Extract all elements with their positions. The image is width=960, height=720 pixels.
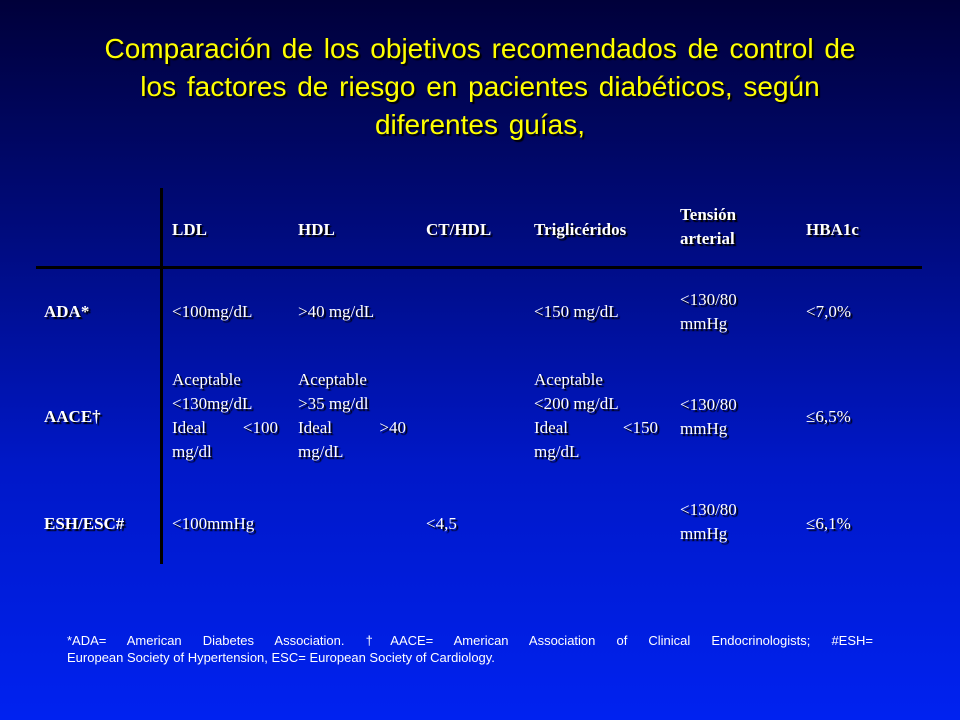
aace-hdl-line-4: mg/dL (298, 442, 344, 461)
header-tension-line-1: Tensión (680, 205, 737, 224)
aace-ldl-line-3 (172, 416, 278, 440)
aace-tension (680, 393, 737, 441)
aace-trig-ideal-value: <150 (622, 418, 658, 437)
title-line-1: Comparación de los objetivos recomendados de control de (104, 33, 856, 64)
header-trigliceridos: Triglicéridos (534, 220, 627, 239)
ada-tension-line-1: <130/80 (680, 290, 737, 309)
aace-ldl-ideal: Ideal (172, 418, 206, 437)
esh-tension (680, 498, 737, 546)
row-label-aace: AACE† (44, 407, 101, 426)
aace-hdl-ideal-value: >40 (379, 418, 406, 437)
header-ct-hdl: CT/HDL (426, 220, 492, 239)
table-header-divider (36, 266, 922, 269)
aace-ldl-ideal-value: <100 (242, 418, 278, 437)
slide-title (40, 30, 920, 144)
aace-trig-ideal: Ideal (534, 418, 568, 437)
aace-ldl (172, 368, 278, 464)
aace-tension-line-2: mmHg (680, 419, 728, 438)
ada-trigliceridos: <150 mg/dL (534, 302, 619, 321)
aace-ldl-line-2: <130mg/dL (172, 394, 253, 413)
ada-tension-line-2: mmHg (680, 314, 728, 333)
aace-hdl-ideal: Ideal (298, 418, 332, 437)
header-hdl: HDL (298, 220, 335, 239)
esh-ct-hdl: <4,5 (426, 514, 457, 533)
title-line-3: diferentes guías, (374, 109, 586, 140)
esh-tension-line-2: mmHg (680, 524, 728, 543)
esh-hba1c: ≤6,1% (806, 514, 851, 533)
aace-ldl-line-4: mg/dl (172, 442, 212, 461)
header-hba1c: HBA1c (806, 220, 859, 239)
ada-hba1c: <7,0% (806, 302, 851, 321)
header-ldl: LDL (172, 220, 207, 239)
esh-ldl: <100mmHg (172, 514, 255, 533)
aace-trig-line-2: <200 mg/dL (534, 394, 619, 413)
row-label-ada: ADA* (44, 302, 90, 321)
footnote-line-1: *ADA= American Diabetes Association. †AACE= American Association of Clinical Endocrinologists; #ESH= (67, 633, 873, 648)
aace-hba1c: ≤6,5% (806, 407, 851, 426)
footnote-line-2: European Society of Hypertension, ESC= European Society of Cardiology. (67, 650, 495, 665)
aace-hdl-line-3 (298, 416, 406, 440)
esh-tension-line-1: <130/80 (680, 500, 737, 519)
footnote (67, 632, 873, 666)
header-tension-arterial (680, 203, 736, 251)
aace-trig-line-3 (534, 416, 658, 440)
ada-tension (680, 288, 737, 336)
aace-hdl-line-2: >35 mg/dl (298, 394, 369, 413)
aace-tension-line-1: <130/80 (680, 395, 737, 414)
aace-trig-line-4: mg/dL (534, 442, 580, 461)
aace-hdl (298, 368, 406, 464)
aace-trigliceridos (534, 368, 658, 464)
aace-ldl-line-1: Aceptable (172, 370, 241, 389)
ada-ldl: <100mg/dL (172, 302, 253, 321)
ada-hdl: >40 mg/dL (298, 302, 375, 321)
row-label-esh-esc: ESH/ESC# (44, 514, 125, 533)
title-line-2: los factores de riesgo en pacientes diabéticos, según (140, 71, 820, 102)
aace-trig-line-1: Aceptable (534, 370, 603, 389)
table-vertical-divider (160, 188, 163, 564)
aace-hdl-line-1: Aceptable (298, 370, 367, 389)
header-tension-line-2: arterial (680, 229, 735, 248)
